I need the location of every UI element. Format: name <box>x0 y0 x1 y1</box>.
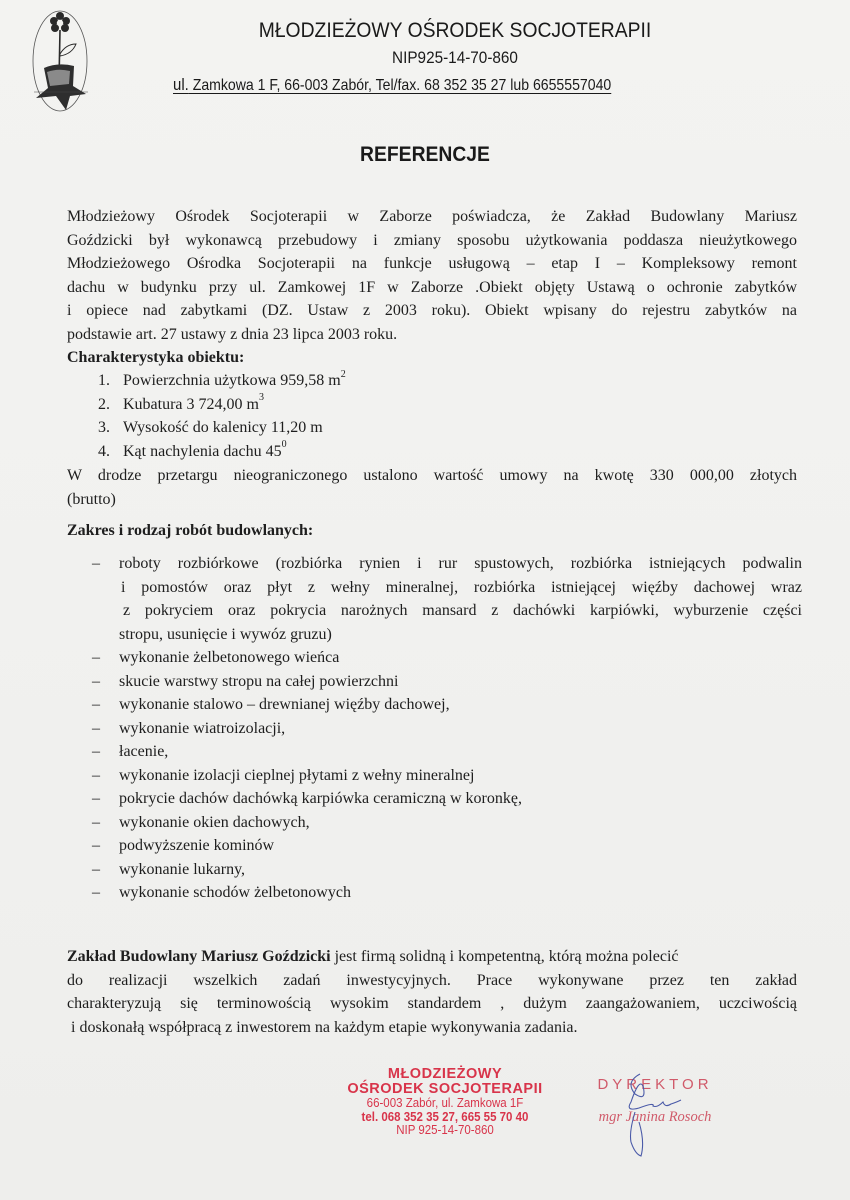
scope-item: – wykonanie wiatroizolacji, <box>92 717 802 741</box>
intro-line: dachu w budynku przy ul. Zamkowej 1F w Zaborze .Obiekt objęty Ustawą o ochronie zabytków <box>67 278 797 296</box>
dash-bullet-icon: – <box>92 790 100 807</box>
scope-heading: Zakres i rodzaj robót budowlanych: <box>67 522 314 539</box>
scope-item: – wykonanie okien dachowych, <box>92 811 802 835</box>
scope-item: – pokrycie dachów dachówką karpiówka ceramiczną w koronkę, <box>92 787 802 811</box>
dash-bullet-icon: – <box>92 649 100 666</box>
characteristics-item: 2. Kubatura 3 724,00 $m^3$ <box>98 392 264 413</box>
intro-line: Młodzieżowy Ośrodek Socjoterapii w Zaborze poświadcza, że Zakład Budowlany Mariusz <box>67 208 797 225</box>
characteristics-item: 1. Powierzchnia użytkowa 959,58 $m^2$ <box>98 368 346 389</box>
dash-bullet-icon: – <box>92 813 100 831</box>
intro-line: Goździcki był wykonawcą przebudowy i zmiany sposobu użytkowania poddasza nieużytkowego <box>67 231 797 249</box>
contract-value-paragraph <box>67 464 797 511</box>
scope-item: – wykonanie izolacji cieplnej płytami z wełny mineralnej <box>92 764 802 788</box>
dash-bullet-icon: – <box>92 696 100 713</box>
dash-bullet-icon: – <box>92 743 100 760</box>
institution-stamp: MŁODZIEŻOWY OŚRODEK SOCJOTERAPII 66-003 Zabór, ul. Zamkowa 1F tel. 068 352 35 27, 665 55 70 40 NIP 925-14-70-860 <box>347 1066 543 1137</box>
intro-line: podstawie art. 27 ustawy z dnia 23 lipca 2003 roku. <box>67 325 398 343</box>
characteristics-list <box>98 369 346 463</box>
characteristics-item: 4. Kąt nachylenia dachu $45^0$ <box>98 439 287 460</box>
intro-line: Młodzieżowego Ośrodka Socjoterapii na funkcje usługową – etap I – Kompleksowy remont <box>67 255 797 272</box>
dash-bullet-icon: – <box>92 860 100 878</box>
scope-item: – podwyższenie kominów <box>92 834 802 858</box>
scope-item: – skucie warstwy stropu na całej powierzchni <box>92 670 802 694</box>
dash-bullet-icon: – <box>92 837 100 854</box>
letterhead-nip: NIP925-14-70-860 <box>392 48 518 67</box>
closing-paragraph <box>67 945 797 1039</box>
company-name: Zakład Budowlany Mariusz Goździcki <box>67 948 331 965</box>
scope-item: – wykonanie stalowo – drewnianej więźby dachowej, <box>92 693 802 717</box>
dash-bullet-icon: – <box>92 766 100 784</box>
scope-item: – wykonanie schodów żelbetonowych <box>92 881 802 905</box>
closing-line: Zakład Budowlany Mariusz Goździcki jest firmą solidną i kompetentną, którą można polecić <box>67 948 679 965</box>
dash-bullet-icon: – <box>92 719 100 737</box>
closing-line: charakteryzują się terminowością wysokim standardem , dużym zaangażowaniem, uczciwością <box>67 995 797 1012</box>
contract-line: W drodze przetargu nieograniczonego ustalono wartość umowy na kwotę 330 000,00 złotych <box>67 467 797 484</box>
address-prefix: ul. <box>173 75 189 94</box>
contract-line: (brutto) <box>67 490 116 508</box>
director-name: mgr Janina Rosoch <box>598 1109 712 1125</box>
handwritten-signature-icon <box>595 1072 705 1162</box>
scope-item: – wykonanie żelbetonowego wieńca <box>92 646 802 670</box>
scope-list <box>92 552 802 905</box>
dash-bullet-icon: – <box>92 884 100 901</box>
scope-item: – wykonanie lukarny, <box>92 858 802 882</box>
closing-line: do realizacji wszelkich zadań inwestycyjnych. Prace wykonywane przez ten zakład <box>67 971 797 989</box>
dash-bullet-icon: – <box>92 555 100 572</box>
closing-line: i doskonałą współpracą z inwestorem na każdym etapie wykonywania zadania. <box>67 1018 578 1036</box>
director-title: DYREKTOR <box>597 1076 713 1093</box>
scope-item: – łacenie, <box>92 740 802 764</box>
document-title: REFERENCJE <box>360 143 490 166</box>
characteristics-item: 3. Wysokość do kalenicy 11,20 m <box>98 419 323 436</box>
intro-paragraph <box>67 205 797 346</box>
characteristics-heading: Charakterystyka obiektu: <box>67 349 245 366</box>
address-text: Zamkowa 1 F, 66-003 Zabór, Tel/fax. 68 352 35 27 lub 6655557040 <box>188 77 612 94</box>
scope-item: – roboty rozbiórkowe (rozbiórka rynien i rur spustowych, rozbiórka istniejących podwalin i pomostów oraz płyt z wełny mineralnej, rozbiórka istniejącej więźby dachowej wraz z pokryciem oraz pokrycia narożnych mansard z dachówki karpiówki, wyburzenie części stropu, usunięcie i wywóz gruzu) <box>92 552 802 646</box>
letterhead-org-name: MŁODZIEŻOWY OŚRODEK SOCJOTERAPII <box>258 19 652 42</box>
dash-bullet-icon: – <box>92 672 100 690</box>
intro-line: i opiece nad zabytkami (DZ. Ustaw z 2003 roku). Obiekt wpisany do rejestru zabytków na <box>67 302 797 319</box>
letterhead-address <box>173 75 635 95</box>
